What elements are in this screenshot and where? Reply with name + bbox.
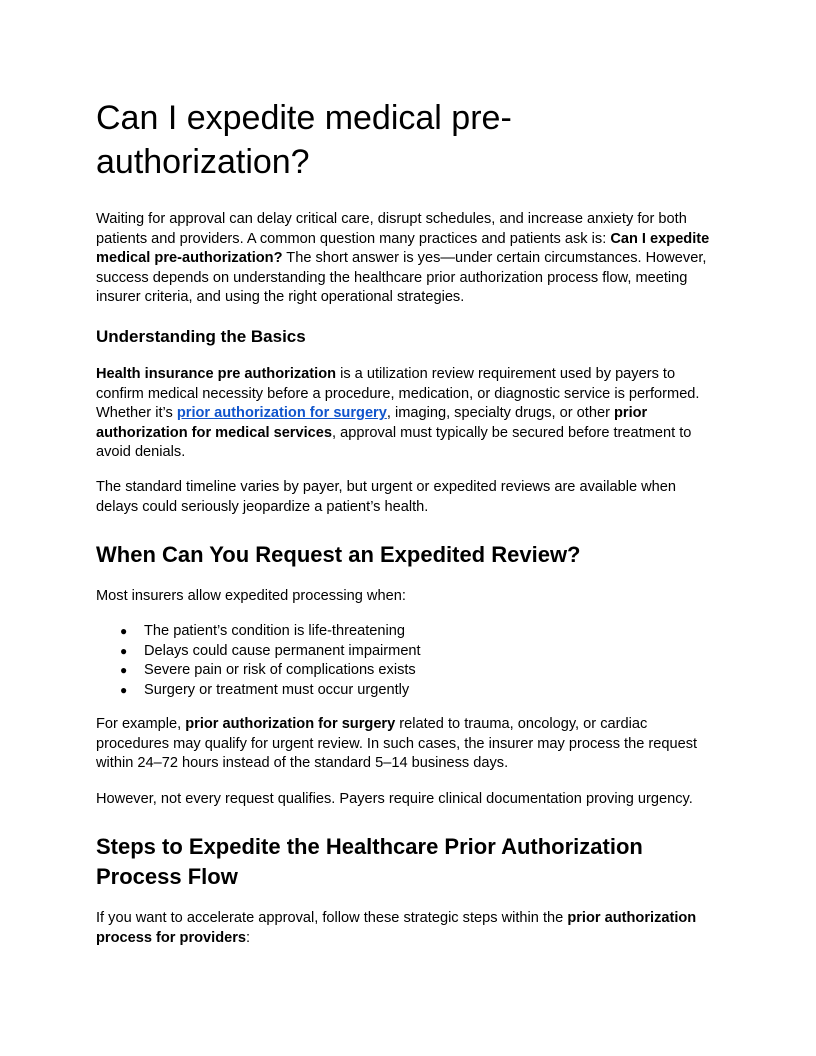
basics-text-2: , imaging, specialty drugs, or other [386, 405, 614, 421]
bullet-icon: ● [120, 663, 128, 677]
prior-authorization-surgery-link[interactable]: prior authorization for surgery [176, 405, 387, 421]
intro-bold-question: Can I expedite medical pre-authorization? [96, 230, 710, 266]
expedited-heading: When Can You Request an Expedited Review? [96, 542, 581, 567]
intro-text-2: The short answer is yes—under certain circumstances. However, success depends on understanding the healthcare prior authorization process flow, meeting insurer criteria, and using the right operational strategies. [96, 250, 707, 305]
basics-paragraph [96, 365, 720, 463]
basics-bold-term: Health insurance pre authorization [96, 366, 337, 382]
timeline-paragraph: The standard timeline varies by payer, but urgent or expedited reviews are available when delays could seriously jeopardize a patient’s health. [96, 479, 677, 515]
list-item [96, 642, 720, 662]
list-item [96, 661, 720, 681]
list-item-text: Surgery or treatment must occur urgently [144, 681, 410, 698]
basics-text-1: is a utilization review requirement used by payers to confirm medical necessity before a procedure, medication, or diagnostic service is performed. Whether it’s [96, 366, 700, 421]
steps-text-1: If you want to accelerate approval, follow these strategic steps within the [96, 910, 568, 926]
example-bold-term: prior authorization for surgery [185, 716, 396, 732]
example-text-1: For example, [96, 716, 186, 732]
bullet-icon: ● [120, 643, 128, 658]
list-item-text: Delays could cause permanent impairment [144, 642, 421, 659]
intro-text-1: Waiting for approval can delay critical care, disrupt schedules, and increase anxiety for both patients and providers. A common question many practices and patients ask is: [96, 211, 687, 247]
bullet-icon: ● [120, 624, 128, 638]
expedited-lead: Most insurers allow expedited processing when: [96, 588, 406, 604]
basics-text-3: , approval must typically be secured before treatment to avoid denials. [96, 424, 692, 460]
steps-lead [96, 909, 720, 948]
steps-text-2: : [246, 929, 251, 946]
basics-bold-services: prior authorization for medical services [96, 405, 648, 441]
steps-heading: Steps to Expedite the Healthcare Prior Authorization Process Flow [96, 834, 643, 889]
intro-paragraph [96, 210, 720, 308]
list-item-text: The patient’s condition is life-threatening [144, 623, 405, 639]
list-item [96, 681, 720, 701]
list-item [96, 622, 720, 642]
example-paragraph [96, 715, 720, 774]
page-title: Can I expedite medical pre-authorization? [96, 99, 512, 181]
basics-heading: Understanding the Basics [96, 327, 306, 346]
note-paragraph: However, not every request qualifies. Payers require clinical documentation proving urgency. [96, 791, 693, 807]
criteria-list [96, 622, 720, 700]
steps-bold-term: prior authorization process for providers [96, 910, 697, 946]
list-item-text: Severe pain or risk of complications exists [144, 662, 416, 678]
example-text-2: related to trauma, oncology, or cardiac procedures may qualify for urgent review. In such cases, the insurer may process the request within 24–72 hours instead of the standard 5–14 business days. [96, 716, 698, 771]
bullet-icon: ● [120, 682, 128, 697]
